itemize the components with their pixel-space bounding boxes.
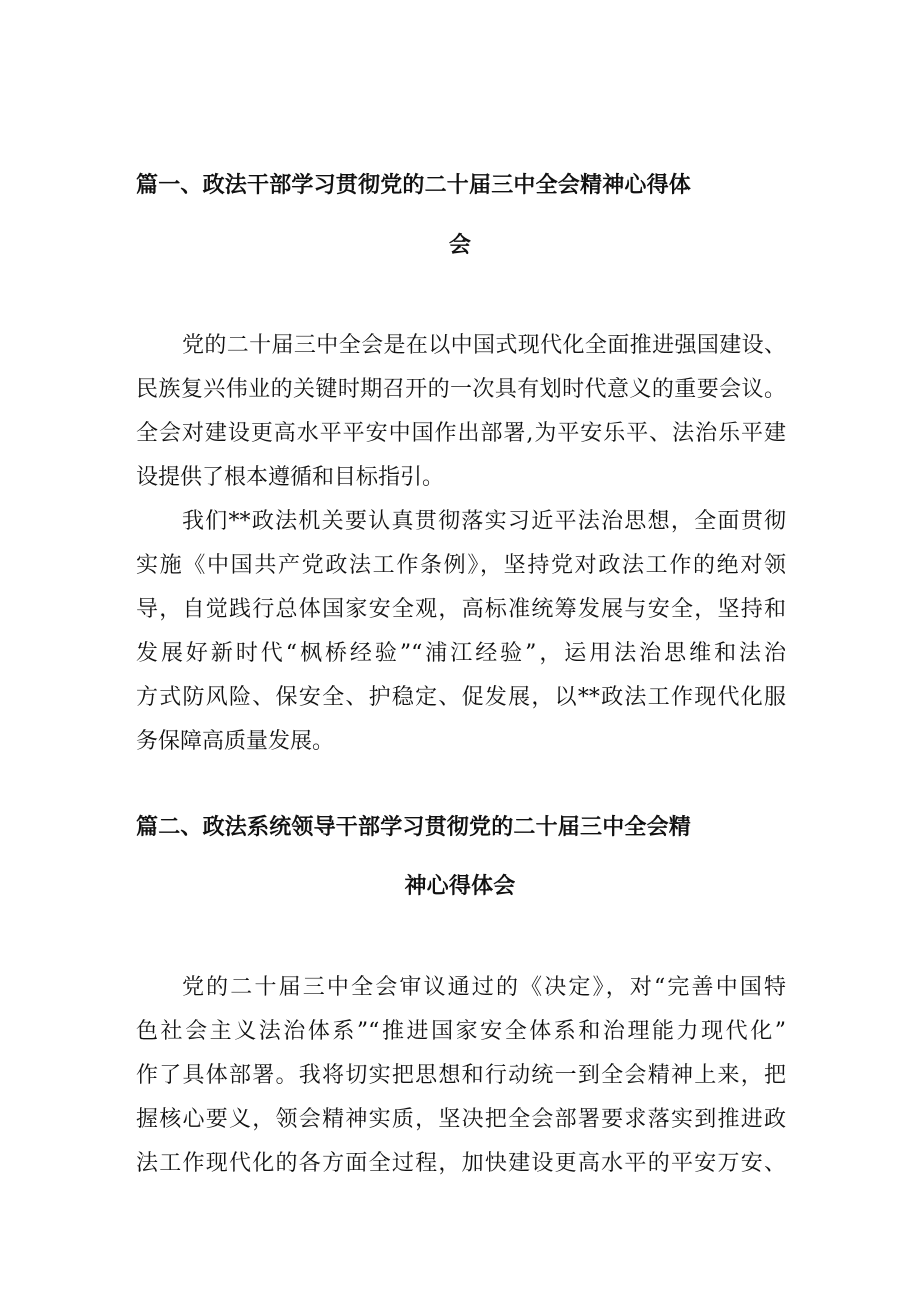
section1-title-line2: 会	[448, 233, 472, 258]
section2-title-line1: 篇二、政法系统领导干部学习贯彻党的二十届三中全会精	[136, 815, 692, 840]
section1-title-line1: 篇一、政法干部学习贯彻党的二十届三中全会精神心得体	[136, 173, 692, 198]
text-line: 作了具体部署。我将切实把思想和行动统一到全会精神上来，把	[136, 1063, 786, 1088]
text-line: 务保障高质量发展。	[136, 729, 335, 754]
text-line: 党的二十届三中全会是在以中国式现代化全面推进强国建设、	[182, 333, 786, 358]
text-line: 导，自觉践行总体国家安全观，高标准统筹发展与安全，坚持和	[136, 597, 786, 622]
text-line: 方式防风险、保安全、护稳定、促发展，以**政法工作现代化服	[136, 685, 786, 710]
text-line: 发展好新时代“枫桥经验”“浦江经验”，运用法治思维和法治	[136, 641, 786, 666]
section2-paragraph-1	[136, 966, 786, 1186]
text-line: 全会对建设更高水平平安中国作出部署,为平安乐平、法治乐平建	[136, 421, 786, 446]
text-line: 握核心要义，领会精神实质，坚决把全会部署要求落实到推进政	[136, 1107, 786, 1132]
text-line: 设提供了根本遵循和目标指引。	[136, 465, 445, 490]
section1-paragraph-2	[136, 500, 786, 764]
text-line: 法工作现代化的各方面全过程，加快建设更高水平的平安万安、	[136, 1151, 786, 1176]
text-line: 党的二十届三中全会审议通过的《决定》，对“完善中国特	[182, 975, 786, 1000]
text-line: 民族复兴伟业的关键时期召开的一次具有划时代意义的重要会议。	[136, 377, 786, 402]
section2-title-line2: 神心得体会	[404, 874, 516, 899]
section1-paragraph-1	[136, 324, 786, 500]
text-line: 我们**政法机关要认真贯彻落实习近平法治思想，全面贯彻	[182, 509, 786, 534]
text-line: 色社会主义法治体系”“推进国家安全体系和治理能力现代化”	[136, 1019, 786, 1044]
text-line: 实施《中国共产党政法工作条例》，坚持党对政法工作的绝对领	[136, 553, 786, 578]
